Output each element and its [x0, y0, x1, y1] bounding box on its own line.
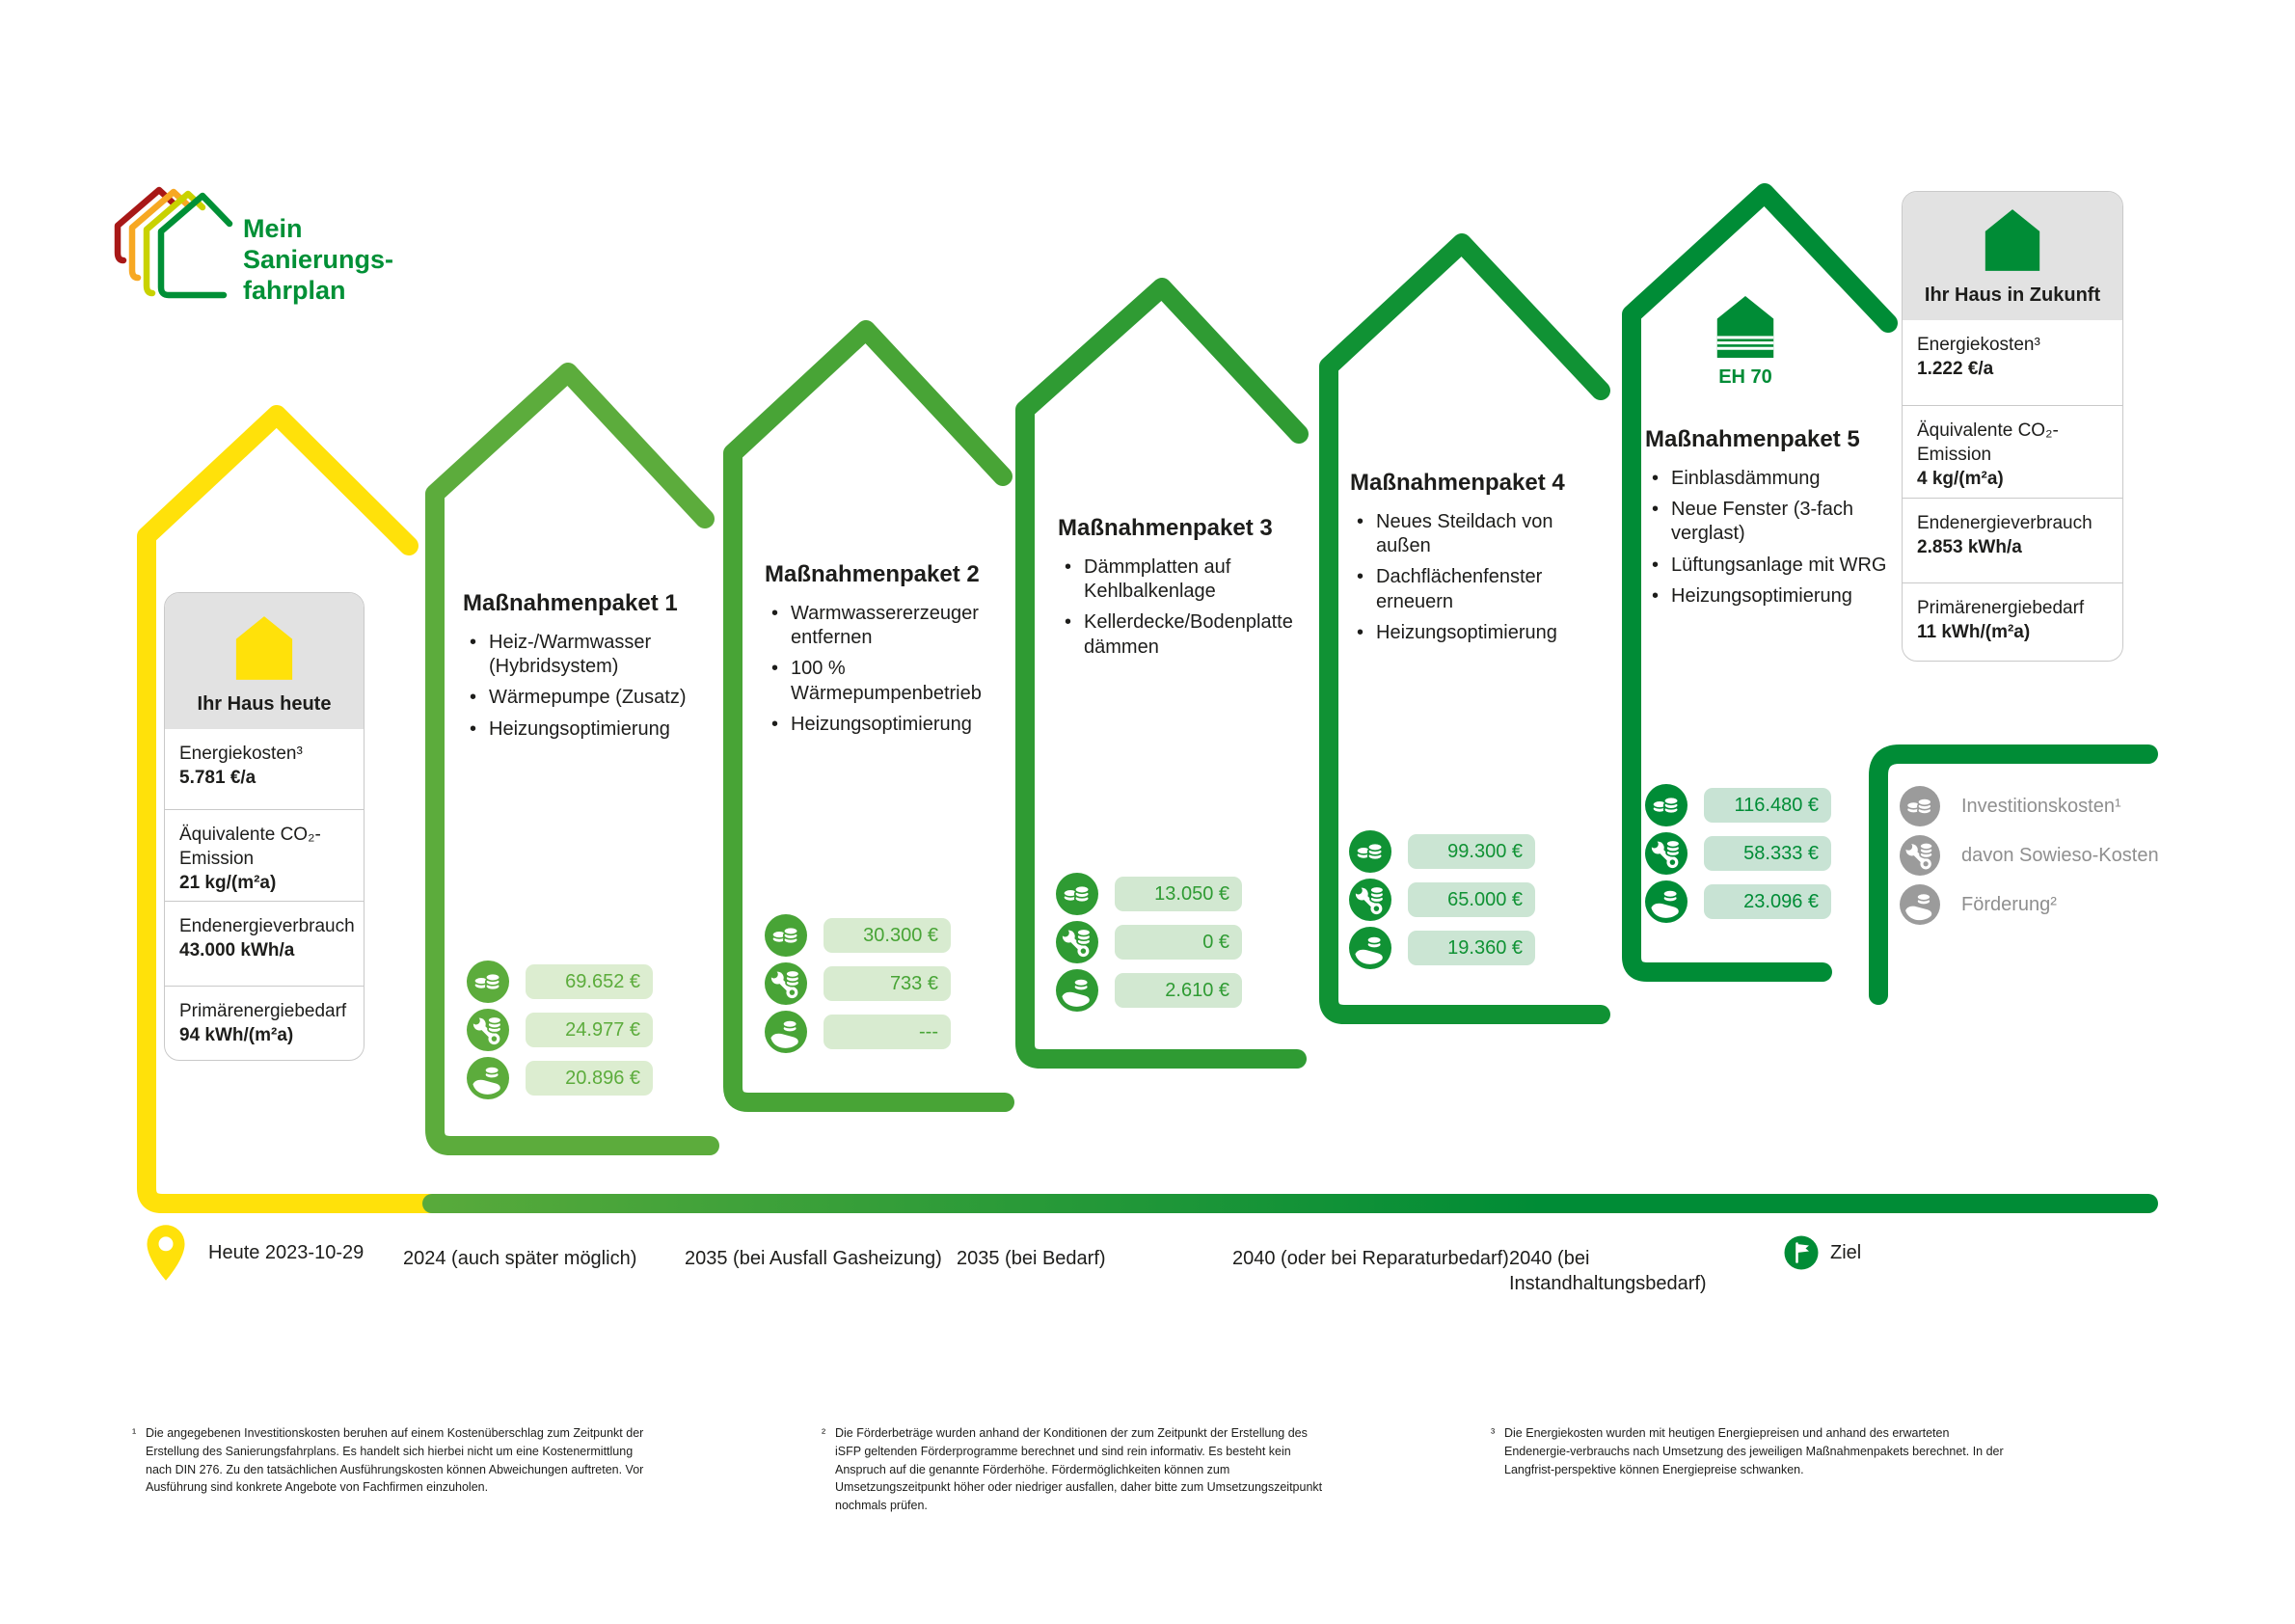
coins-icon — [1900, 786, 1940, 826]
cost-row-invest — [1645, 784, 1831, 826]
coins-icon — [765, 914, 807, 957]
metric-primaerenergie-future: Primärenergiebedarf 11 kWh/(m²a) — [1903, 582, 2122, 660]
package-2-title: Maßnahmenpaket 2 — [765, 561, 980, 587]
package-4-title: Maßnahmenpaket 4 — [1350, 470, 1565, 496]
card-future-title: Ihr Haus in Zukunft — [1924, 284, 2101, 306]
eh70-house-icon — [1714, 295, 1776, 359]
legend-foerderung: Förderung² — [1900, 884, 2159, 925]
hand-coins-icon — [1645, 880, 1688, 923]
metric-energiekosten-future: Energiekosten³ 1.222 €/a — [1917, 335, 2040, 380]
footnote-1 — [132, 1424, 645, 1497]
list-item: • 100 % Wärmepumpenbetrieb — [765, 657, 998, 705]
logo-houses — [118, 190, 230, 295]
coins-icon — [1349, 830, 1391, 873]
list-item: • Wärmepumpe (Zusatz) — [463, 686, 691, 710]
card-today-header — [165, 593, 364, 729]
cost-value: 19.360 € — [1408, 931, 1535, 965]
package-1-measures — [463, 631, 691, 742]
cost-value: 65.000 € — [1408, 882, 1535, 917]
cost-row-invest — [467, 961, 653, 1003]
package-5-costs — [1645, 784, 1831, 923]
timeline-milestone-3: 2035 (bei Bedarf) — [957, 1248, 1106, 1269]
footnote-marker: ¹ — [132, 1426, 137, 1440]
cost-value: 23.096 € — [1704, 884, 1831, 919]
list-item: • Dämmplatten auf Kehlbalkenlage — [1058, 555, 1301, 604]
timeline-milestone-1: 2024 (auch später möglich) — [403, 1248, 637, 1269]
package-5-measures — [1645, 467, 1892, 609]
cost-value: --- — [824, 1015, 951, 1049]
card-house-future — [1902, 191, 2123, 662]
package-1-block — [463, 590, 691, 748]
legend-sowieso: davon Sowieso-Kosten — [1900, 835, 2159, 876]
timeline-milestone-5: 2040 (bei Instandhaltungsbedarf) — [1509, 1248, 1707, 1294]
cost-row-foerderung — [1056, 969, 1242, 1012]
list-item: • Heizungsoptimierung — [1350, 621, 1588, 645]
cost-row-sowieso — [1645, 832, 1831, 875]
list-item: • Heizungsoptimierung — [765, 713, 998, 737]
cost-value: 24.977 € — [526, 1013, 653, 1047]
logo-title — [243, 214, 393, 307]
wrench-coins-icon — [765, 962, 807, 1005]
package-3-measures — [1058, 555, 1301, 660]
logo-line-2: Sanierungs- — [243, 244, 394, 274]
metric-energiekosten: Energiekosten³ 5.781 €/a — [179, 744, 303, 789]
cost-value: 99.300 € — [1408, 834, 1535, 869]
footnote-marker: ² — [822, 1426, 826, 1440]
cost-row-foerderung — [1349, 927, 1535, 969]
package-1-title: Maßnahmenpaket 1 — [463, 590, 678, 616]
cost-value: 116.480 € — [1704, 788, 1831, 823]
list-item: • Kellerdecke/Bodenplatte dämmen — [1058, 610, 1301, 659]
wrench-coins-icon — [1349, 879, 1391, 921]
footnote-2 — [822, 1424, 1335, 1515]
package-1-costs — [467, 961, 653, 1099]
logo-line-1: Mein — [243, 214, 303, 243]
card-future-header — [1903, 192, 2122, 320]
list-item: • Neue Fenster (3-fach verglast) — [1645, 498, 1892, 546]
package-3-title: Maßnahmenpaket 3 — [1058, 515, 1273, 541]
eh70-badge — [1714, 295, 1777, 389]
list-item: • Warmwassererzeuger entfernen — [765, 602, 998, 650]
wrench-coins-icon — [1900, 835, 1940, 876]
goal-label: Ziel — [1830, 1241, 1862, 1263]
package-2-costs — [765, 914, 951, 1053]
metric-co2: Äquivalente CO₂-Emission 21 kg/(m²a) — [165, 809, 364, 901]
legend-invest: Investitionskosten¹ — [1900, 786, 2159, 826]
cost-value: 733 € — [824, 966, 951, 1001]
footnote-text: Die Energiekosten wurden mit heutigen Energiepreisen und anhand des erwarteten Endenergie-verbrauchs nach Umsetzung des jeweiligen Maßnahmenpakets berechnet. In der Langfrist-perspektive können Energiepreise schwanken. — [1504, 1426, 2004, 1476]
package-4-block — [1350, 470, 1588, 652]
timeline-milestone-2: 2035 (bei Ausfall Gasheizung) — [685, 1248, 942, 1269]
metric-endenergie-future: Endenergieverbrauch 2.853 kWh/a — [1903, 498, 2122, 582]
logo-line-3: fahrplan — [243, 275, 346, 305]
cost-row-sowieso — [1349, 879, 1535, 921]
package-4-measures — [1350, 510, 1588, 645]
timeline-goal — [1784, 1235, 1861, 1270]
wrench-coins-icon — [1645, 832, 1688, 875]
cost-row-sowieso — [1056, 921, 1242, 963]
cost-value: 0 € — [1115, 925, 1242, 960]
cost-row-invest — [765, 914, 951, 957]
cost-row-invest — [1349, 830, 1535, 873]
list-item: • Heiz-/Warmwasser (Hybridsystem) — [463, 631, 691, 679]
cost-value: 69.652 € — [526, 964, 653, 999]
wrench-coins-icon — [467, 1009, 509, 1051]
cost-row-sowieso — [765, 962, 951, 1005]
list-item: • Lüftungsanlage mit WRG — [1645, 554, 1892, 578]
cost-value: 13.050 € — [1115, 877, 1242, 911]
cost-row-foerderung — [467, 1057, 653, 1099]
package-2-block — [765, 561, 998, 744]
package-3-costs — [1056, 873, 1242, 1012]
cost-value: 30.300 € — [824, 918, 951, 953]
coins-icon — [1645, 784, 1688, 826]
hand-coins-icon — [1056, 969, 1098, 1012]
footnote-marker: ³ — [1491, 1426, 1496, 1440]
coins-icon — [1056, 873, 1098, 915]
list-item: • Heizungsoptimierung — [1645, 584, 1892, 609]
flag-icon — [1784, 1235, 1819, 1270]
cost-row-foerderung — [1645, 880, 1831, 923]
hand-coins-icon — [467, 1057, 509, 1099]
package-3-block — [1058, 515, 1301, 666]
coins-icon — [467, 961, 509, 1003]
hand-coins-icon — [1349, 927, 1391, 969]
package-2-measures — [765, 602, 998, 737]
list-item: • Neues Steildach von außen — [1350, 510, 1588, 558]
cost-value: 20.896 € — [526, 1061, 653, 1096]
card-today-title: Ihr Haus heute — [197, 693, 332, 715]
timeline-milestone-4: 2040 (oder bei Reparaturbedarf) — [1232, 1248, 1509, 1269]
cost-value: 2.610 € — [1115, 973, 1242, 1008]
wrench-coins-icon — [1056, 921, 1098, 963]
hand-coins-icon — [765, 1011, 807, 1053]
footnote-3 — [1491, 1424, 2016, 1478]
eh70-label: EH 70 — [1718, 366, 1772, 388]
cost-legend — [1900, 786, 2159, 925]
timeline-today — [141, 1223, 364, 1283]
list-item: • Heizungsoptimierung — [463, 717, 691, 742]
list-item: • Dachflächenfenster erneuern — [1350, 565, 1588, 613]
cost-row-sowieso — [467, 1009, 653, 1051]
cost-value: 58.333 € — [1704, 836, 1831, 871]
package-4-costs — [1349, 830, 1535, 969]
package-5-title: Maßnahmenpaket 5 — [1645, 426, 1860, 452]
hand-coins-icon — [1900, 884, 1940, 925]
list-item: • Einblasdämmung — [1645, 467, 1892, 491]
yellow-house-icon — [234, 614, 294, 682]
cost-row-invest — [1056, 873, 1242, 915]
package-5-block — [1645, 426, 1892, 615]
metric-primaerenergie: Primärenergiebedarf 94 kWh/(m²a) — [165, 986, 364, 1061]
card-house-today — [164, 592, 364, 1061]
map-pin-icon — [141, 1223, 191, 1283]
footnote-text: Die angegebenen Investitionskosten beruhen auf einem Kostenüberschlag zum Zeitpunkt der Erstellung des Sanierungsfahrplans. Es handelt sich hierbei nicht um eine Kostenermittlung nach DIN 276. Zu den tatsächlichen Ausführungskosten können Abweichungen auftreten. Vor Ausführung sind konkrete Angebote von Fachfirmen einzuholen. — [146, 1426, 644, 1495]
footnote-text: Die Förderbeträge wurden anhand der Konditionen der zum Zeitpunkt der Erstellung des iSFP geltenden Förderprogramme berechnet und sind rein informativ. Es besteht kein Anspruch auf die genannte Förderhöhe. Fördermöglichkeiten können zum Umsetzungszeitpunkt höher oder niedriger ausfallen, daher bitte zum Umsetzungszeitpunkt nochmals prüfen. — [835, 1426, 1323, 1512]
green-house-icon — [1984, 207, 2041, 273]
metric-endenergie: Endenergieverbrauch 43.000 kWh/a — [165, 901, 364, 986]
metric-co2-future: Äquivalente CO₂-Emission 4 kg/(m²a) — [1903, 405, 2122, 498]
timeline-today-label: Heute 2023-10-29 — [208, 1242, 364, 1263]
cost-row-foerderung — [765, 1011, 951, 1053]
